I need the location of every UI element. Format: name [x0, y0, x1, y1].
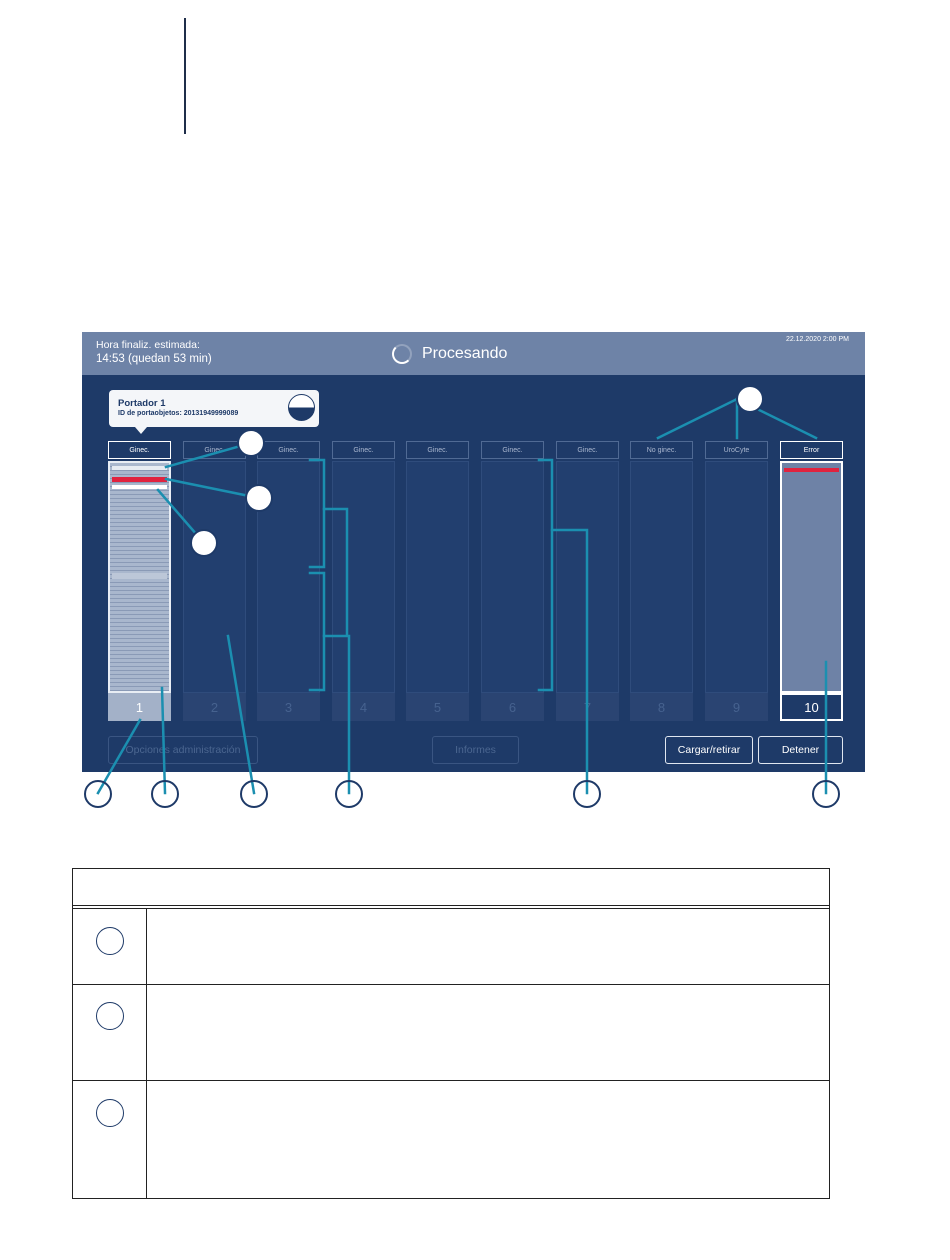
callout-marker	[190, 529, 218, 557]
table-header-divider	[73, 905, 829, 909]
callout-marker	[240, 780, 268, 808]
table-header	[73, 869, 829, 905]
callout-marker	[736, 385, 764, 413]
slot-number: 5	[406, 693, 469, 721]
slot-label: Ginec.	[556, 441, 619, 459]
slot-label: Ginec.	[108, 441, 171, 459]
tooltip-title: Portador 1	[118, 398, 166, 409]
slot-label: No ginec.	[630, 441, 693, 459]
datetime: 22.12.2020 2:00 PM	[785, 336, 849, 343]
table-row-divider	[73, 984, 829, 985]
load-unload-button[interactable]: Cargar/retirar	[665, 736, 753, 764]
legend-table	[72, 868, 830, 1199]
callout-marker	[335, 780, 363, 808]
tooltip-slide-id: ID de portaobjetos: 20131949999089	[118, 410, 239, 417]
slot-number: 2	[183, 693, 246, 721]
slot-number: 4	[332, 693, 395, 721]
slot-label: Ginec.	[257, 441, 320, 459]
eta-label: Hora finaliz. estimada:	[96, 339, 200, 351]
slot-label: Error	[780, 441, 843, 459]
slot-label: Ginec.	[481, 441, 544, 459]
slot-label: Ginec.	[183, 441, 246, 459]
slot-number: 6	[481, 693, 544, 721]
callout-marker	[245, 484, 273, 512]
callout-marker	[96, 1002, 124, 1030]
callout-marker	[84, 780, 112, 808]
slot-number: 1	[108, 693, 171, 721]
slot-number: 10	[780, 693, 843, 721]
table-column-divider	[146, 909, 147, 1198]
eta-value: 14:53 (quedan 53 min)	[96, 353, 212, 365]
slot-number: 3	[257, 693, 320, 721]
callout-marker	[812, 780, 840, 808]
callout-marker	[96, 927, 124, 955]
callout-marker	[96, 1099, 124, 1127]
slot-number: 8	[630, 693, 693, 721]
callout-marker	[573, 780, 601, 808]
slot-label: Ginec.	[406, 441, 469, 459]
stop-button[interactable]: Detener	[758, 736, 843, 764]
slot-number: 9	[705, 693, 768, 721]
admin-options-button[interactable]: Opciones administración	[108, 736, 258, 764]
callout-marker	[151, 780, 179, 808]
slot-number: 7	[556, 693, 619, 721]
callout-marker	[237, 429, 265, 457]
status-text: Procesando	[422, 345, 508, 362]
slot-label: Ginec.	[332, 441, 395, 459]
slot-label: UroCyte	[705, 441, 768, 459]
table-row-divider	[73, 1080, 829, 1081]
reports-button[interactable]: Informes	[432, 736, 519, 764]
